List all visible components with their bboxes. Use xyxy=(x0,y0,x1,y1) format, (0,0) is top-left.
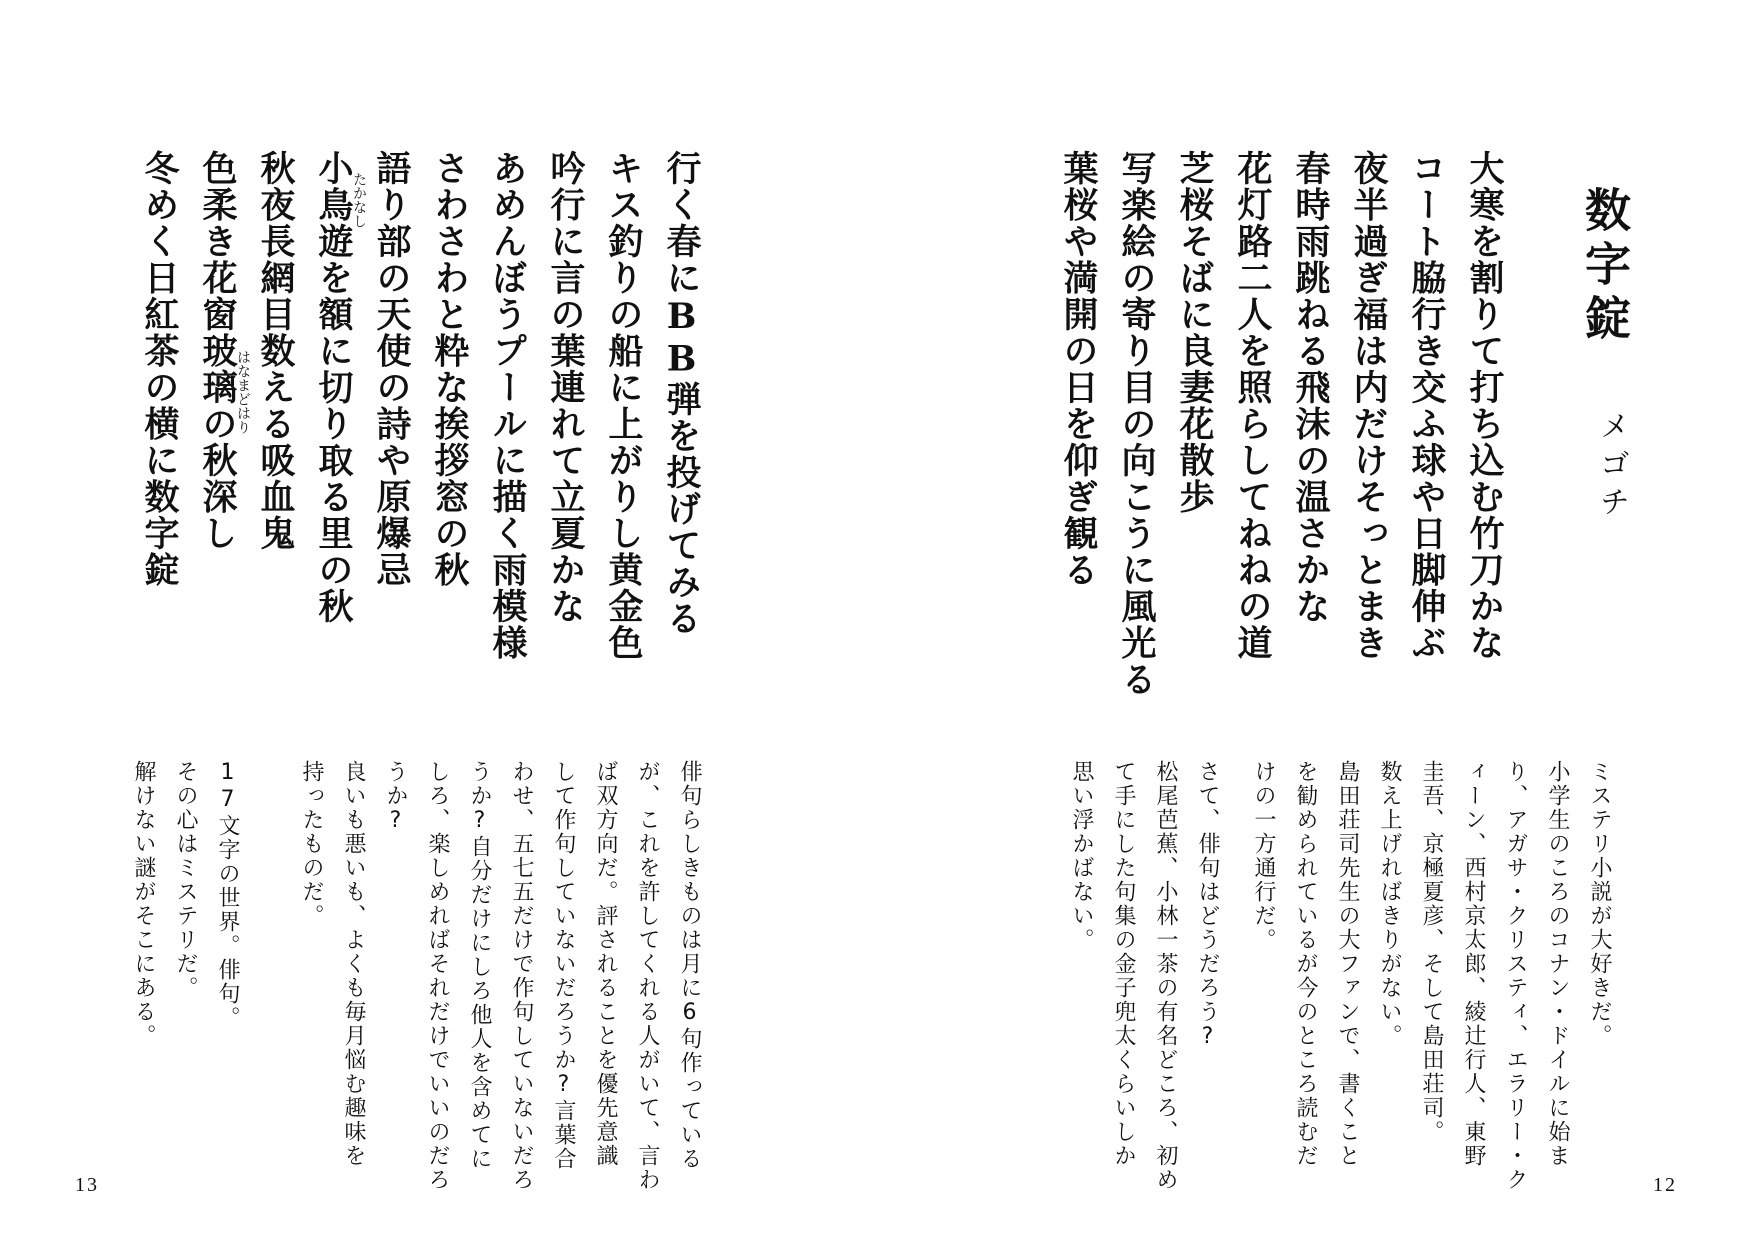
haiku-line-with-ruby xyxy=(304,150,367,661)
essay-line: 島田荘司先生の大ファンで、書くこと xyxy=(1335,760,1360,1168)
essay-line: ミステリ小説が大好きだ。 xyxy=(1587,760,1612,1048)
essay-blank-line xyxy=(1228,760,1242,1192)
essay-line: わせ、五七五だけで作句していないだろ xyxy=(509,760,534,1192)
essay-line: 解けない謎がそこにある。 xyxy=(131,760,156,1048)
haiku-line: 行く春にBB弾を投げてみる xyxy=(661,150,702,637)
essay-line: けの一方通行だ。 xyxy=(1251,760,1276,952)
essay-line: しろ、楽しめればそれだけでいいのだろ xyxy=(425,760,450,1192)
essay-blank-line xyxy=(248,760,290,1192)
haiku-text: 小鳥遊を額に切り取る里の秋 xyxy=(313,150,354,625)
essay-line: り、アガサ・クリスティ、エラリー・ク xyxy=(1503,760,1528,1192)
essay-line: 俳句らしきものは月に6句作っている xyxy=(677,760,702,1171)
haiku-line: 写楽絵の寄り目の向こうに風光る xyxy=(1116,150,1157,698)
essay-line: 圭吾、京極夏彦、そして島田荘司。 xyxy=(1419,760,1444,1144)
essay-line: 松尾芭蕉、小林一茶の有名どころ、初め xyxy=(1153,760,1178,1192)
haiku-line: 冬めく日紅茶の横に数字錠 xyxy=(139,150,180,588)
essay-line: その心はミステリだ。 xyxy=(173,760,198,1000)
essay-line: ば双方向だ。評されることを優先意識 xyxy=(593,760,618,1168)
haiku-line: 語り部の天使の詩や原爆忌 xyxy=(371,150,412,588)
haiku-line: さわさわと粋な挨拶窓の秋 xyxy=(429,150,470,588)
essay-line: 小学生のころのコナン・ドイルに始ま xyxy=(1545,760,1570,1168)
haiku-list-right xyxy=(1053,150,1513,698)
essay-line: 17文字の世界。俳句。 xyxy=(215,760,240,1030)
essay-left xyxy=(115,760,710,1192)
essay-line: さて、俳句はどうだろう? xyxy=(1195,760,1220,1051)
essay-line: を勧められているが今のところ読むだ xyxy=(1293,760,1318,1168)
essay-line: うか?自分だけにしろ他人を含めてに xyxy=(467,760,492,1171)
essay-line: うか? xyxy=(383,760,408,835)
haiku-line-with-ruby xyxy=(188,150,251,661)
haiku-line: 夜半過ぎ福は内だけそっとまき xyxy=(1348,150,1389,661)
page-title: 数字錠 xyxy=(1578,186,1632,348)
haiku-line: 秋夜長網目数える吸血鬼 xyxy=(255,150,296,552)
haiku-line: 春時雨跳ねる飛沫の温さかな xyxy=(1290,150,1331,625)
haiku-line: 花灯路二人を照らしてねねの道 xyxy=(1232,150,1273,661)
haiku-line: キス釣りの船に上がりし黄金色 xyxy=(603,150,644,661)
haiku-line: 大寒を割りて打ち込む竹刀かな xyxy=(1464,150,1505,661)
essay-right xyxy=(1060,760,1620,1192)
haiku-text: 色柔き花窗玻璃の秋深し xyxy=(197,150,238,552)
author-name: メゴチ xyxy=(1594,410,1629,524)
haiku-line: 芝桜そばに良妻花散歩 xyxy=(1174,150,1215,515)
page-number-left: 13 xyxy=(75,1174,99,1196)
ruby-takanashi: たかなし xyxy=(351,172,367,228)
haiku-line: あめんぼうプールに描く雨模様 xyxy=(487,150,528,661)
essay-line: が、これを許してくれる人がいて、言わ xyxy=(635,760,660,1192)
haiku-line: 葉桜や満開の日を仰ぎ観る xyxy=(1058,150,1099,588)
haiku-list-left xyxy=(123,150,710,661)
essay-line: 思い浮かばない。 xyxy=(1069,760,1094,952)
essay-line: 数え上げればきりがない。 xyxy=(1377,760,1402,1048)
essay-line: ィーン、西村京太郎、綾辻行人、東野 xyxy=(1461,760,1486,1168)
essay-line: 持ったものだ。 xyxy=(299,760,324,928)
haiku-line: 吟行に言の葉連れて立夏かな xyxy=(545,150,586,625)
essay-line: て手にした句集の金子兜太くらいしか xyxy=(1111,760,1136,1168)
essay-line: 良いも悪いも、よくも毎月悩む趣味を xyxy=(341,760,366,1168)
haiku-line: コート脇行き交ふ球や日脚伸ぶ xyxy=(1406,150,1447,661)
ruby-hanamadohari: はなまどはり xyxy=(235,350,251,434)
page-number-right: 12 xyxy=(1653,1174,1677,1196)
essay-line: して作句していないだろうか?言葉合 xyxy=(551,760,576,1171)
